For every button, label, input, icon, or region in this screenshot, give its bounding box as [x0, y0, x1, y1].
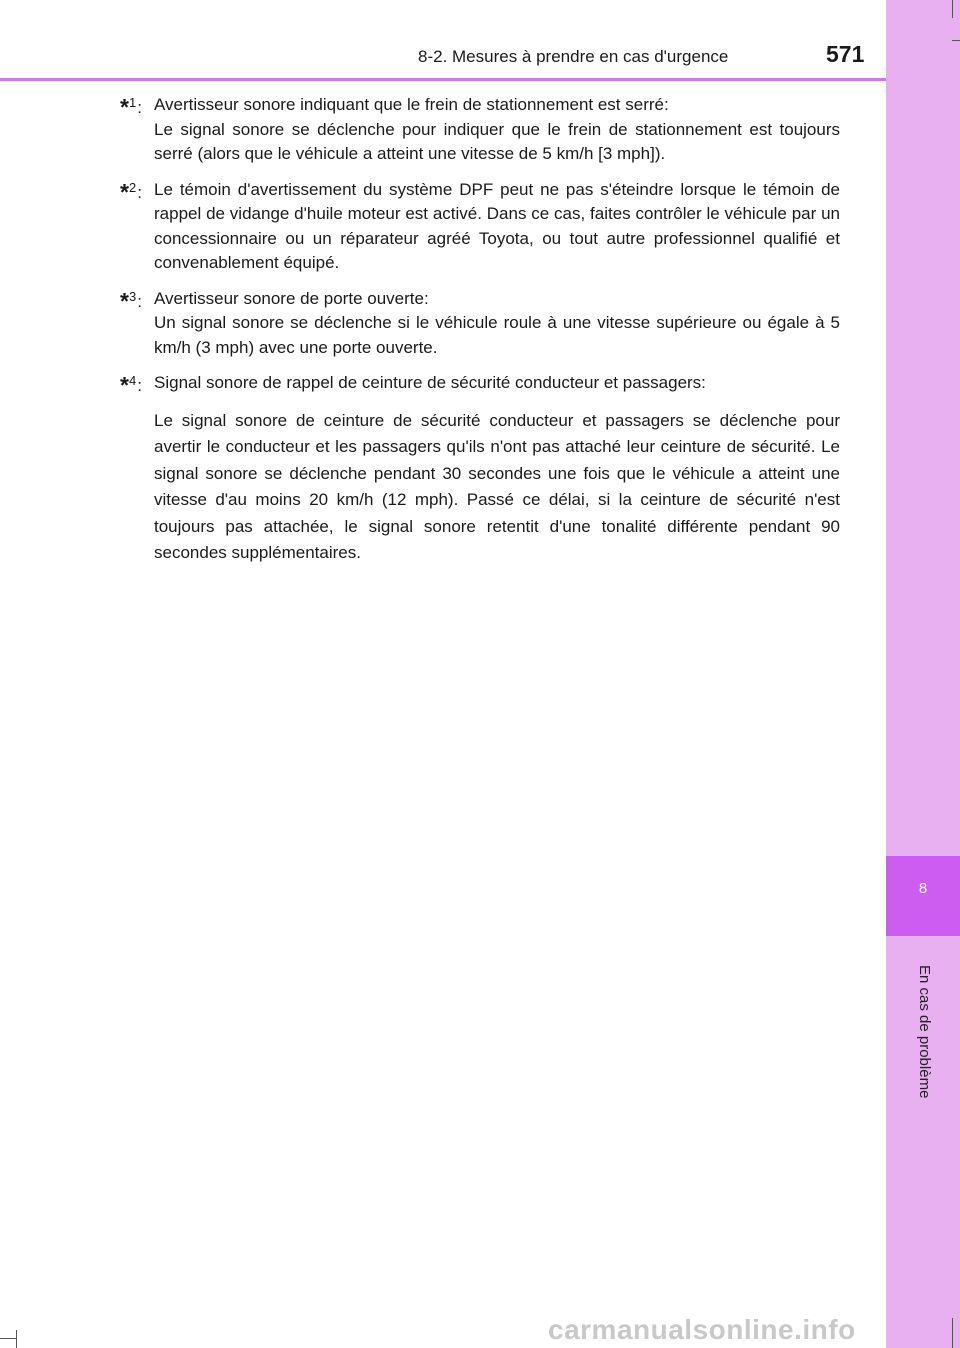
chapter-title: En cas de problème: [916, 965, 933, 1099]
footnote-text: Le signal sonore de ceinture de sécurité conducteur et passagers se déclenche pour avertir le conducteur et les passagers qu'ils n'ont pas attaché leur ceinture de sécurité. Le signal sonore se déclenche pendant 30 secondes une fois que le véhicule a atteint une vitesse d'au moins 20 km/h (12 mph). Passé ce délai, si la ceinture de sécurité n'est toujours pas attachée, le signal sonore retentit d'une tonalité différente pendant 90 secondes supplémentaires.: [154, 410, 840, 562]
footnote: [120, 93, 840, 167]
footnote-body: [154, 287, 840, 361]
footnote-marker: *$^4$:: [120, 372, 142, 398]
section-title: 8-2. Mesures à prendre en cas d'urgence: [418, 47, 729, 66]
footnote-heading: Avertisseur sonore de porte ouverte:: [154, 288, 429, 308]
footnote-body: [154, 93, 840, 167]
crop-mark: [952, 0, 953, 18]
footnotes: [120, 93, 840, 578]
watermark: carmanualsonline.info: [548, 1314, 856, 1345]
crop-mark: [952, 1318, 953, 1348]
footnote-marker: *$^1$:: [120, 94, 142, 120]
chapter-number: 8: [918, 880, 928, 897]
footnote-body: [154, 178, 840, 276]
footnote-body: [154, 371, 840, 567]
footnote-heading: Avertisseur sonore indiquant que le frein de stationnement est serré:: [154, 95, 669, 114]
chapter-side-strip: [886, 0, 960, 1348]
footnote: [120, 371, 840, 567]
header-rule: [0, 78, 886, 81]
footnote-text: Un signal sonore se déclenche si le véhicule roule à une vitesse supérieure ou égale à 5 km/h (3 mph) avec une porte ouverte.: [154, 313, 840, 357]
footnote: [120, 287, 840, 361]
footnote-heading: Signal sonore de rappel de ceinture de sécurité conducteur et passagers:: [154, 373, 706, 392]
footnote-text: Le signal sonore se déclenche pour indiquer que le frein de stationnement est toujours serré (alors que le véhicule a atteint une vitesse de 5 km/h [3 mph]).: [154, 119, 840, 163]
crop-mark: [952, 40, 960, 41]
footnote-text: Le témoin d'avertissement du système DPF peut ne pas s'éteindre lorsque le témoin de rappel de vidange d'huile moteur est activé. Dans ce cas, faites contrôler le véhicule par un concessionnaire ou un réparateur agréé Toyota, ou tout autre professionnel qualifié et convenablement équipé.: [154, 179, 840, 272]
page-number: 571: [826, 41, 865, 67]
footnote-marker: *$^3$:: [120, 287, 142, 314]
crop-mark: [0, 1338, 16, 1339]
footnote: [120, 178, 840, 276]
crop-mark: [16, 1330, 17, 1348]
footnote-marker: *$^2$:: [120, 178, 142, 205]
